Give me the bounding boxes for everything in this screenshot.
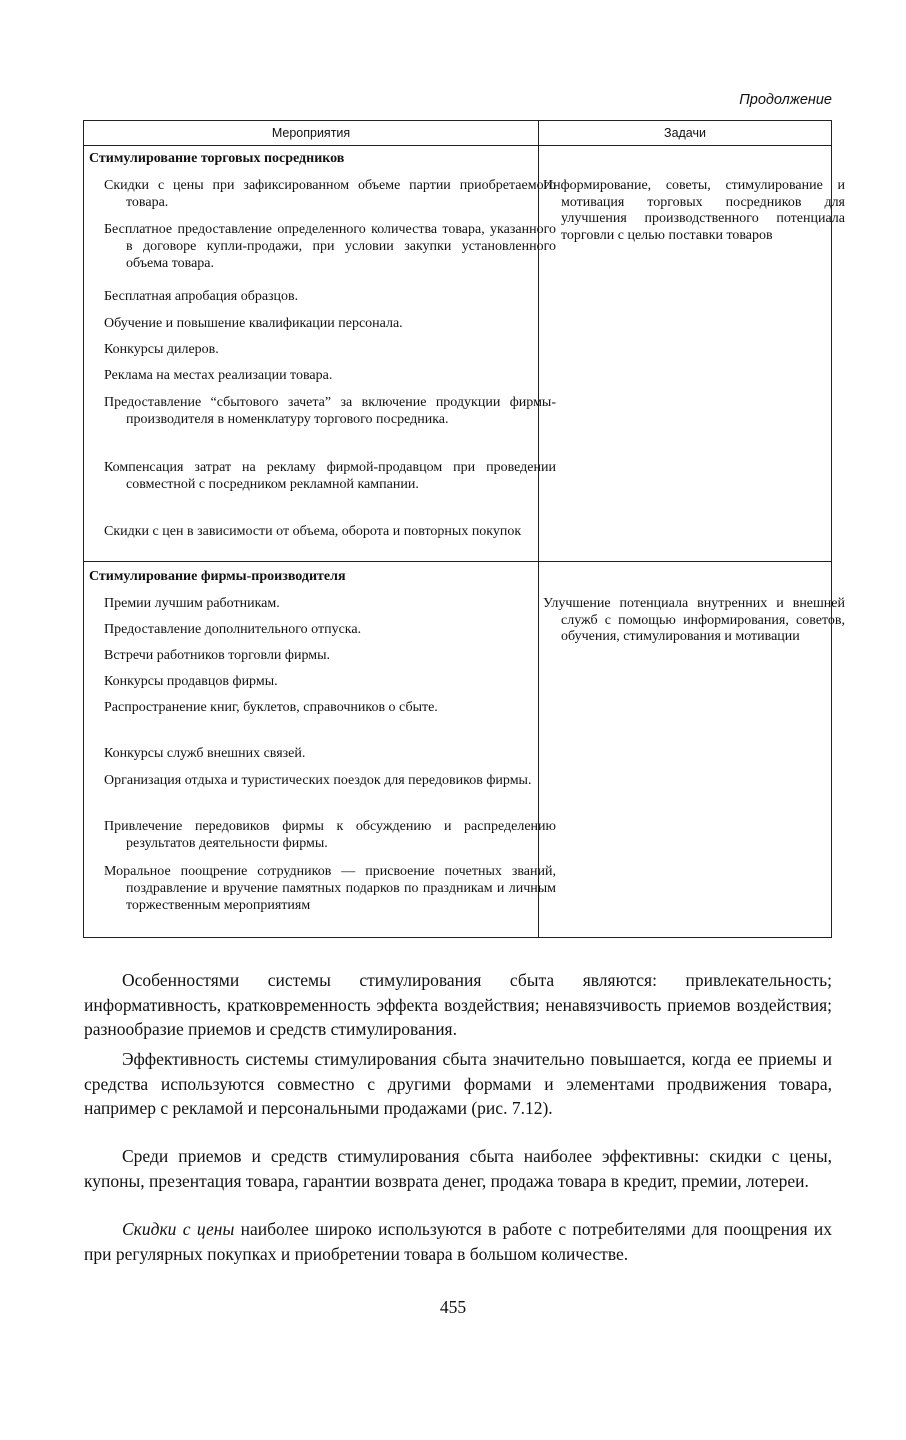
table-item: Предоставление дополнительного отпуска.	[104, 622, 362, 637]
continuation-label: Продолжение	[739, 92, 832, 108]
table-item: Конкурсы продавцов фирмы.	[104, 674, 278, 689]
section-title: Стимулирование торговых посредников	[89, 151, 345, 166]
column-header-measures: Мероприятия	[84, 121, 539, 146]
table-item: Скидки с цены при зафиксированном объеме партии приобретаемого товара.	[104, 178, 556, 210]
table-item: Конкурсы дилеров.	[104, 342, 219, 357]
table-item: Бесплатная апробация образцов.	[104, 289, 299, 304]
table-item: Встречи работников торговли фирмы.	[104, 648, 331, 663]
table-item: Скидки с цен в зависимости от объема, оборота и повторных покупок	[104, 524, 522, 539]
section-task: Улучшение потенциала внутренних и внешней служб с помощью информирования, советов, обучения, стимулирования и мотивации	[543, 596, 845, 644]
table-item: Реклама на местах реализации товара.	[104, 368, 333, 383]
table-item: Компенсация затрат на рекламу фирмой-продавцом при проведении совместной с посредником рекламной кампании.	[104, 460, 556, 492]
section-task: Информирование, советы, стимулирование и мотивация торговых посредников для улучшения производственного потенциала торговли с целью поставки товаров	[543, 178, 845, 243]
table-item: Обучение и повышение квалификации персонала.	[104, 316, 403, 331]
body-paragraph	[84, 1217, 832, 1266]
body-paragraph: Особенностями системы стимулирования сбыта являются: привлекательность; информативность, кратковременность эффекта воздействия; ненавязчивость приемов воздействия; разнообразие приемов и средств стимулирования.	[84, 970, 832, 1039]
table-item: Привлечение передовиков фирмы к обсуждению и распределению результатов деятельности фирмы.	[104, 819, 556, 851]
table-item: Премии лучшим работникам.	[104, 596, 280, 611]
table-item: Моральное поощрение сотрудников — присвоение почетных званий, поздравление и вручение памятных подарков по праздникам и личным торжественным мероприятиям	[104, 864, 556, 913]
measures-table	[83, 120, 845, 938]
table-item: Бесплатное предоставление определенного количества товара, указанного в договоре купли-продажи, при условии закупки установленного объема товара.	[104, 222, 556, 271]
italic-term: Скидки с цены	[122, 1219, 235, 1239]
table-item: Организация отдыха и туристических поездок для передовиков фирмы.	[104, 773, 532, 788]
section-title: Стимулирование фирмы-производителя	[89, 569, 346, 584]
section-divider	[84, 561, 831, 562]
table-item: Конкурсы служб внешних связей.	[104, 746, 306, 761]
column-header-tasks: Задачи	[539, 121, 831, 146]
page-number: 455	[439, 1297, 467, 1317]
body-paragraph: Среди приемов и средств стимулирования сбыта наиболее эффективны: скидки с цены, купоны, презентация товара, гарантии возврата денег, продажа товара в кредит, премии, лотереи.	[84, 1146, 832, 1191]
table-item: Распространение книг, буклетов, справочников о сбыте.	[104, 700, 438, 715]
paragraph-text: наиболее широко используются в работе с потребителями для поощрения их при регулярных покупках и приобретении товара в большом количестве.	[84, 1219, 833, 1264]
body-paragraph: Эффективность системы стимулирования сбыта значительно повышается, когда ее приемы и средства используются совместно с другими формами и элементами продвижения товара, например с рекламой и персональными продажами (рис. 7.12).	[84, 1049, 832, 1118]
table-item: Предоставление “сбытового зачета” за включение продукции фирмы-производителя в номенклатуру торгового посредника.	[104, 395, 556, 427]
